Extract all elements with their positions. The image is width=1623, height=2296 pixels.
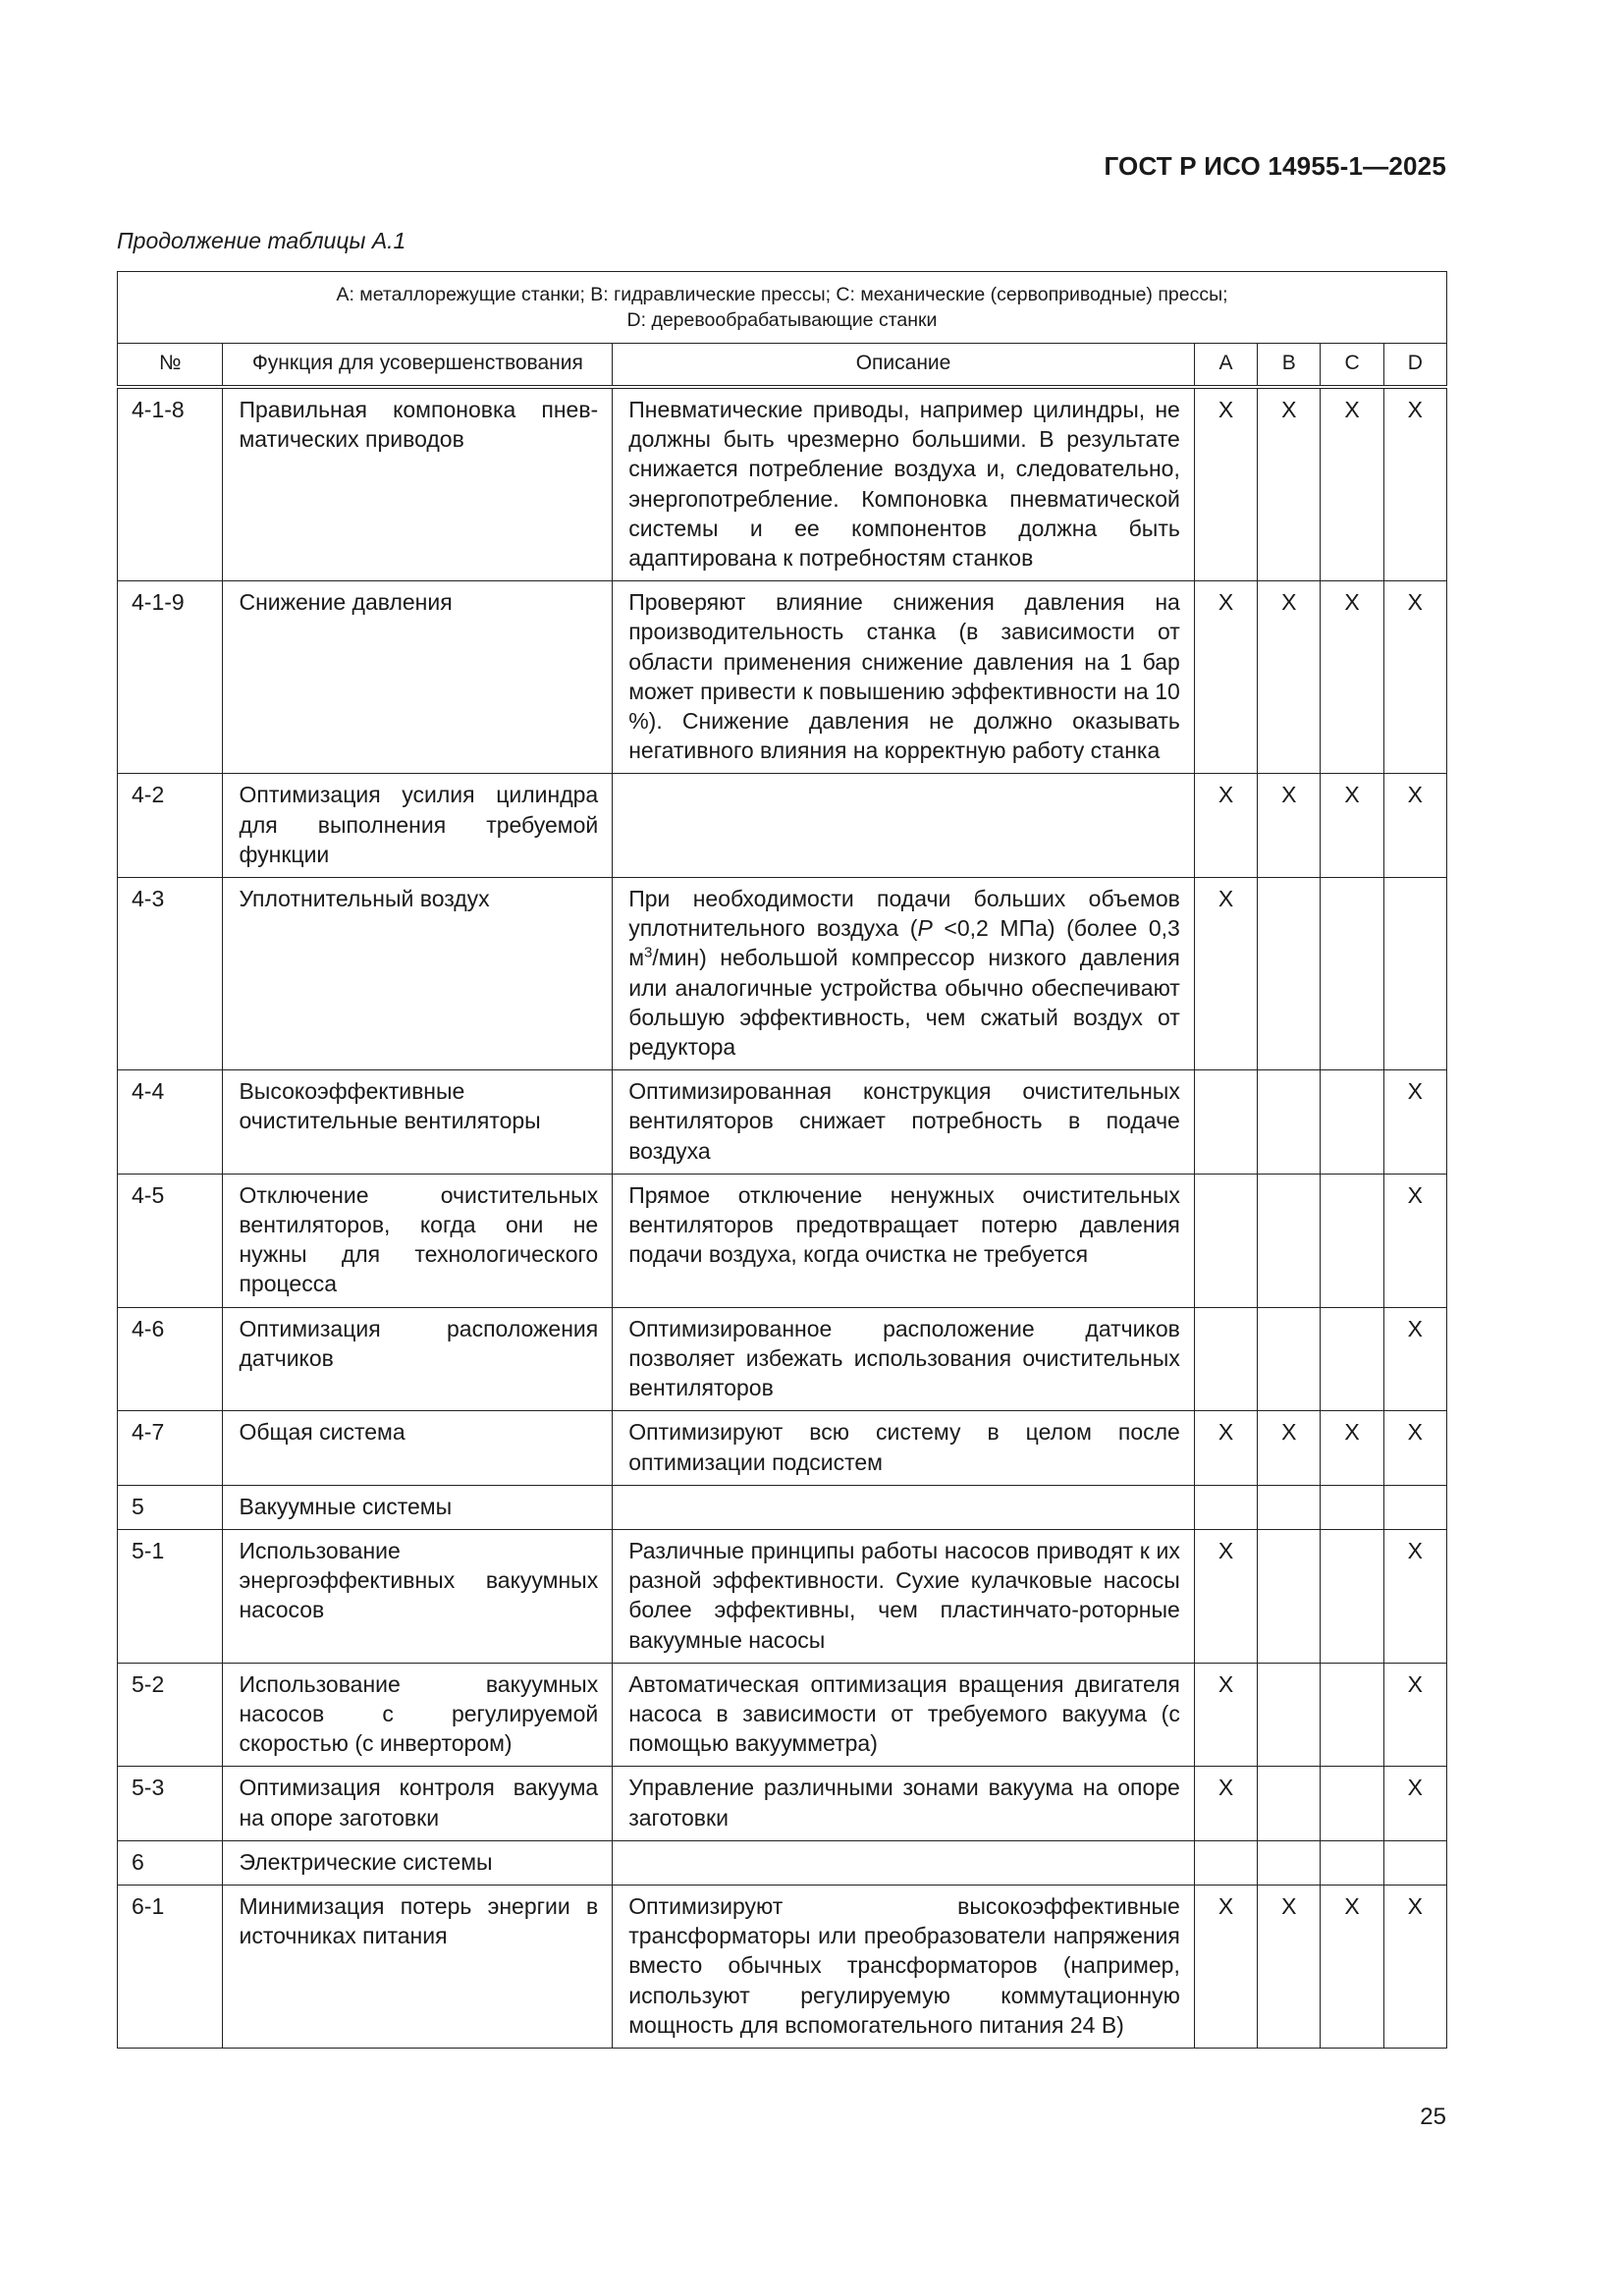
col-header-num: № bbox=[118, 344, 223, 388]
row-mark-a: X bbox=[1194, 1767, 1257, 1840]
row-num: 5 bbox=[118, 1485, 223, 1529]
row-desc bbox=[613, 878, 1195, 1070]
row-mark-b bbox=[1258, 1174, 1321, 1307]
row-mark-d: X bbox=[1383, 1885, 1446, 2048]
legend-line-1: А: металлорежущие станки; В: гидравлические прессы; С: механические (сервоприводные) прессы; bbox=[336, 284, 1228, 305]
row-mark-d: X bbox=[1383, 1070, 1446, 1175]
table-row bbox=[118, 1411, 1447, 1485]
row-num: 5-1 bbox=[118, 1529, 223, 1663]
row-mark-b bbox=[1258, 1529, 1321, 1663]
col-header-b: В bbox=[1258, 344, 1321, 388]
legend-line-2: D: деревообрабатывающие станки bbox=[626, 309, 938, 331]
row-mark-b bbox=[1258, 1070, 1321, 1175]
row-mark-a bbox=[1194, 1070, 1257, 1175]
row-desc: Пневматические приводы, например цилиндры, не должны быть чрезмерно большими. В результате снижается потребление воздуха и, следовательно, энергопотребление. Компоновка пневматической системы и ее компонентов должна быть адаптирована к потребностям станков bbox=[613, 387, 1195, 581]
row-mark-d: X bbox=[1383, 1529, 1446, 1663]
row-mark-c bbox=[1321, 1529, 1383, 1663]
row-mark-a bbox=[1194, 1174, 1257, 1307]
row-mark-b bbox=[1258, 1307, 1321, 1411]
row-mark-d bbox=[1383, 878, 1446, 1070]
row-func: Минимизация потерь энергии в источниках питания bbox=[223, 1885, 613, 2048]
row-desc: Оптимизированная конструкция очистительных вентиляторов снижает потребность в подаче воздуха bbox=[613, 1070, 1195, 1175]
row-desc: Оптимизированное расположение датчиков позволяет избежать использования очистительных вентиляторов bbox=[613, 1307, 1195, 1411]
row-num: 4-3 bbox=[118, 878, 223, 1070]
row-mark-b bbox=[1258, 1485, 1321, 1529]
row-desc: Автоматическая оптимизация вращения двигателя насоса в зависимости от требуемого вакуума (с помощью вакуумметра) bbox=[613, 1663, 1195, 1767]
table-row bbox=[118, 1307, 1447, 1411]
row-num: 4-1-9 bbox=[118, 581, 223, 774]
table-row bbox=[118, 1663, 1447, 1767]
desc-text: /мин) небольшой компрессор низкого давления или аналогичные устройства обычно обеспечивают большую эффективность, чем сжатый воздух от редуктора bbox=[628, 945, 1180, 1061]
row-num: 4-7 bbox=[118, 1411, 223, 1485]
row-mark-c bbox=[1321, 1307, 1383, 1411]
row-mark-c bbox=[1321, 1485, 1383, 1529]
row-mark-a: X bbox=[1194, 878, 1257, 1070]
row-mark-c bbox=[1321, 1174, 1383, 1307]
row-func: Электрические системы bbox=[223, 1840, 613, 1885]
row-func: Использование энергоэффективных вакуумных насосов bbox=[223, 1529, 613, 1663]
row-num: 4-2 bbox=[118, 774, 223, 878]
row-mark-b bbox=[1258, 878, 1321, 1070]
legend-cell bbox=[118, 272, 1447, 344]
row-num: 4-1-8 bbox=[118, 387, 223, 581]
row-func: Оптимизация усилия цилиндра для выполнения требуемой функции bbox=[223, 774, 613, 878]
table-row bbox=[118, 1885, 1447, 2048]
desc-text: При необходимости подачи больших объемов уплотнительного воздуха ( bbox=[628, 886, 1180, 942]
row-desc: Оптимизируют всю систему в целом после оптимизации подсистем bbox=[613, 1411, 1195, 1485]
table-row bbox=[118, 1174, 1447, 1307]
row-mark-a: X bbox=[1194, 387, 1257, 581]
row-mark-a: X bbox=[1194, 581, 1257, 774]
row-mark-c: X bbox=[1321, 1411, 1383, 1485]
row-func: Правильная компоновка пнев-матических приводов bbox=[223, 387, 613, 581]
row-desc: Различные принципы работы насосов приводят к их разной эффективности. Сухие кулачковые насосы более эффективны, чем пластинчато-роторные вакуумные насосы bbox=[613, 1529, 1195, 1663]
row-mark-d: X bbox=[1383, 581, 1446, 774]
row-num: 6-1 bbox=[118, 1885, 223, 2048]
row-mark-c: X bbox=[1321, 581, 1383, 774]
row-mark-c bbox=[1321, 1840, 1383, 1885]
row-mark-d: X bbox=[1383, 1663, 1446, 1767]
row-func: Использование вакуумных насосов с регулируемой скоростью (с инвертором) bbox=[223, 1663, 613, 1767]
row-mark-a: X bbox=[1194, 1529, 1257, 1663]
row-desc: Оптимизируют высокоэффективные трансформаторы или преобразователи напряжения вместо обычных трансформаторов (например, используют регулируемую коммутационную мощность для вспомогательного питания 24 В) bbox=[613, 1885, 1195, 2048]
row-mark-d: X bbox=[1383, 1307, 1446, 1411]
row-mark-c bbox=[1321, 1767, 1383, 1840]
col-header-c: С bbox=[1321, 344, 1383, 388]
row-func: Общая система bbox=[223, 1411, 613, 1485]
col-header-d: D bbox=[1383, 344, 1446, 388]
row-desc bbox=[613, 1840, 1195, 1885]
row-func: Оптимизация расположения датчиков bbox=[223, 1307, 613, 1411]
col-header-desc: Описание bbox=[613, 344, 1195, 388]
row-mark-b: X bbox=[1258, 1411, 1321, 1485]
pressure-symbol: Р bbox=[917, 915, 933, 942]
row-func: Отключение очистительных вентиляторов, когда они не нужны для технологического процесса bbox=[223, 1174, 613, 1307]
table-row bbox=[118, 878, 1447, 1070]
row-desc: Управление различными зонами вакуума на опоре заготовки bbox=[613, 1767, 1195, 1840]
row-func: Вакуумные системы bbox=[223, 1485, 613, 1529]
row-mark-d: X bbox=[1383, 1411, 1446, 1485]
table-row bbox=[118, 581, 1447, 774]
row-func: Снижение давления bbox=[223, 581, 613, 774]
row-num: 4-4 bbox=[118, 1070, 223, 1175]
table-row bbox=[118, 774, 1447, 878]
requirements-table bbox=[117, 271, 1447, 2049]
row-mark-d: X bbox=[1383, 387, 1446, 581]
row-mark-d: X bbox=[1383, 774, 1446, 878]
legend-row bbox=[118, 272, 1447, 344]
row-mark-a bbox=[1194, 1840, 1257, 1885]
row-func: Высокоэффективные очистительные вентиляторы bbox=[223, 1070, 613, 1175]
document-id: ГОСТ Р ИСО 14955-1—2025 bbox=[1104, 151, 1446, 181]
row-mark-a: X bbox=[1194, 1663, 1257, 1767]
row-num: 5-3 bbox=[118, 1767, 223, 1840]
row-mark-a bbox=[1194, 1485, 1257, 1529]
row-mark-a: X bbox=[1194, 1411, 1257, 1485]
row-num: 5-2 bbox=[118, 1663, 223, 1767]
table-row bbox=[118, 1070, 1447, 1175]
row-mark-c bbox=[1321, 1070, 1383, 1175]
column-header-row bbox=[118, 344, 1447, 388]
row-mark-b: X bbox=[1258, 387, 1321, 581]
row-mark-d: X bbox=[1383, 1174, 1446, 1307]
page-number: 25 bbox=[1420, 2104, 1446, 2130]
row-num: 6 bbox=[118, 1840, 223, 1885]
row-num: 4-6 bbox=[118, 1307, 223, 1411]
table-row bbox=[118, 1767, 1447, 1840]
row-mark-d bbox=[1383, 1485, 1446, 1529]
row-num: 4-5 bbox=[118, 1174, 223, 1307]
row-func: Оптимизация контроля вакуума на опоре заготовки bbox=[223, 1767, 613, 1840]
row-mark-b bbox=[1258, 1663, 1321, 1767]
col-header-a: А bbox=[1194, 344, 1257, 388]
cube-superscript: 3 bbox=[644, 944, 653, 961]
row-mark-b: X bbox=[1258, 774, 1321, 878]
row-func: Уплотнительный воздух bbox=[223, 878, 613, 1070]
row-desc: Прямое отключение ненужных очистительных вентиляторов предотвращает потерю давления подачи воздуха, когда очистка не требуется bbox=[613, 1174, 1195, 1307]
row-mark-b bbox=[1258, 1767, 1321, 1840]
row-mark-d bbox=[1383, 1840, 1446, 1885]
table-row bbox=[118, 1485, 1447, 1529]
col-header-func: Функция для усовершенствования bbox=[223, 344, 613, 388]
row-desc bbox=[613, 774, 1195, 878]
row-mark-a: X bbox=[1194, 1885, 1257, 2048]
row-mark-c bbox=[1321, 878, 1383, 1070]
row-mark-a: X bbox=[1194, 774, 1257, 878]
row-mark-b: X bbox=[1258, 581, 1321, 774]
table-caption: Продолжение таблицы А.1 bbox=[117, 228, 406, 253]
row-mark-b bbox=[1258, 1840, 1321, 1885]
desc-text: <0,2 МПа) (более 0,3 м bbox=[628, 915, 1180, 971]
row-mark-c: X bbox=[1321, 1885, 1383, 2048]
row-desc bbox=[613, 1485, 1195, 1529]
row-mark-d: X bbox=[1383, 1767, 1446, 1840]
row-mark-b: X bbox=[1258, 1885, 1321, 2048]
row-mark-a bbox=[1194, 1307, 1257, 1411]
row-mark-c bbox=[1321, 1663, 1383, 1767]
table-row bbox=[118, 1529, 1447, 1663]
table-row bbox=[118, 1840, 1447, 1885]
row-desc: Проверяют влияние снижения давления на производительность станка (в зависимости от области применения снижение давления на 1 бар может привести к повышению эффективности на 10 %). Снижение давления не должно оказывать негативного влияния на корректную работу станка bbox=[613, 581, 1195, 774]
table-row bbox=[118, 387, 1447, 581]
row-mark-c: X bbox=[1321, 774, 1383, 878]
row-mark-c: X bbox=[1321, 387, 1383, 581]
